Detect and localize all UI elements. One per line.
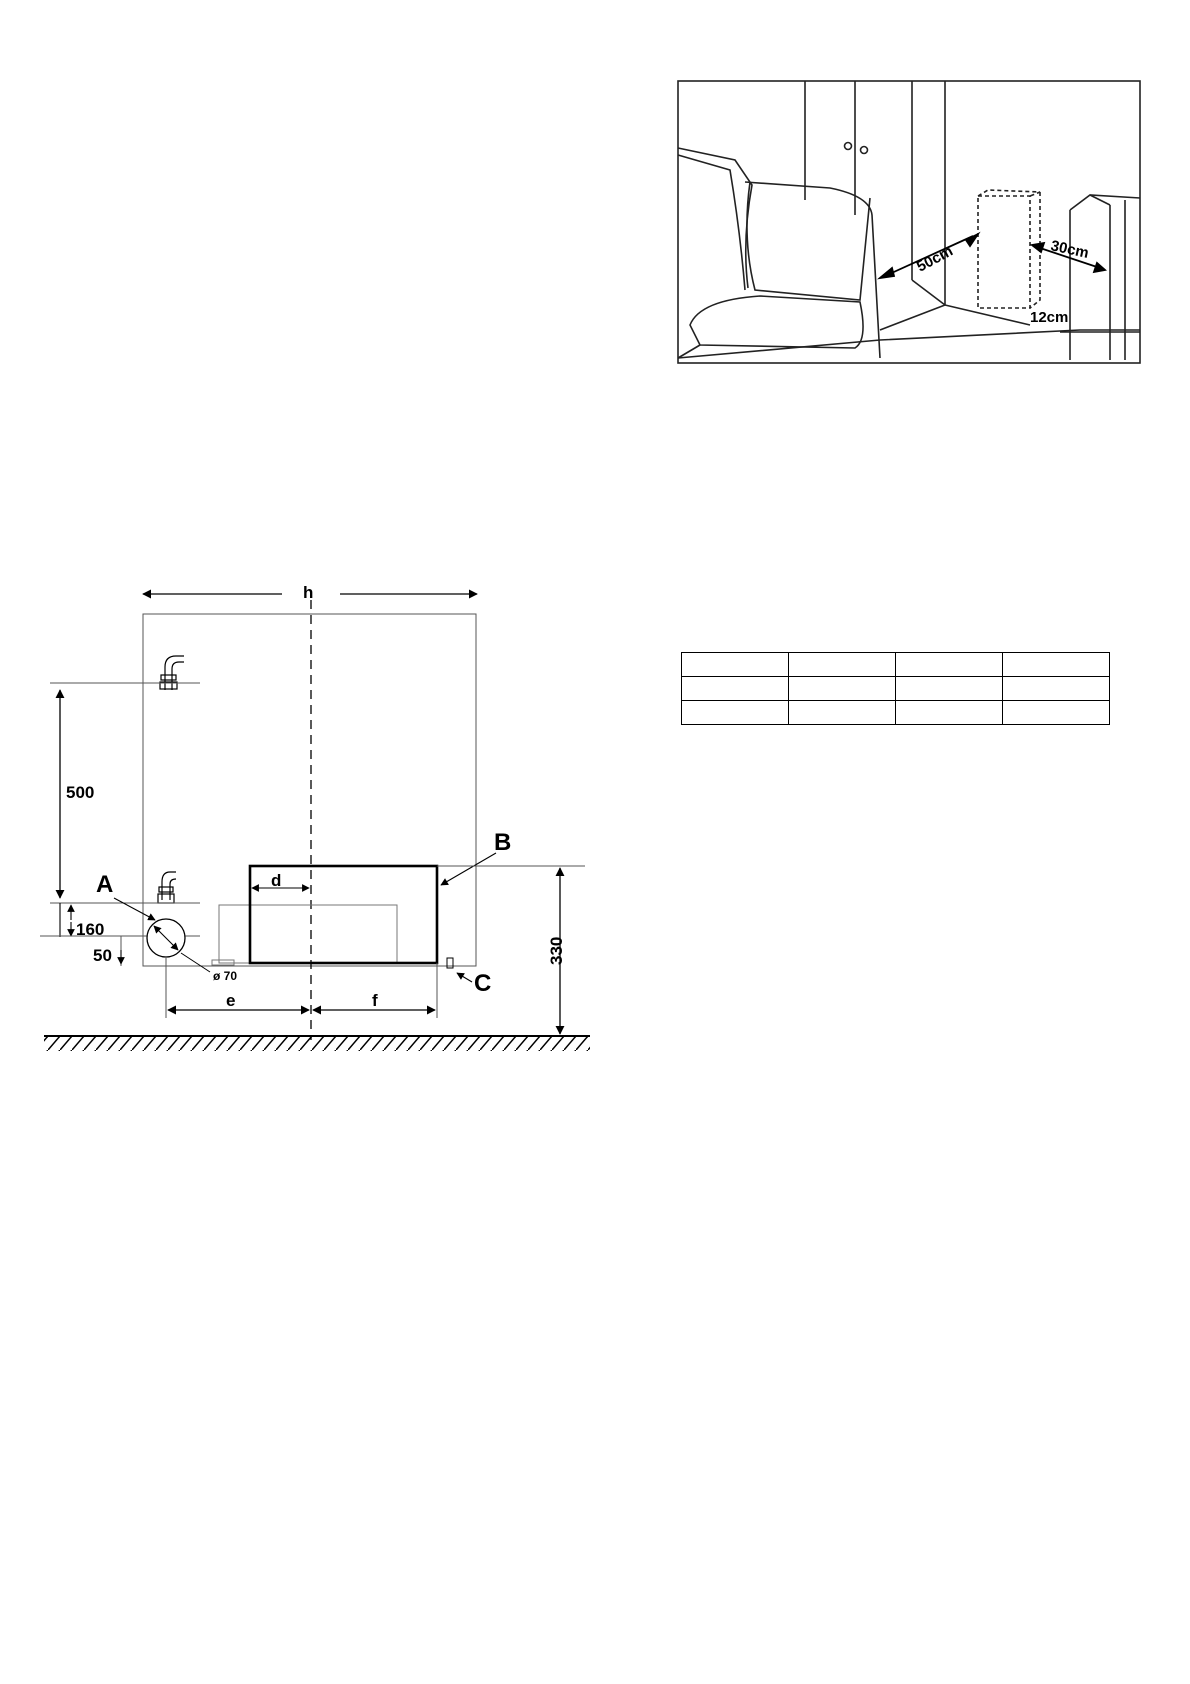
table-cell	[789, 653, 896, 677]
inner-panel	[219, 905, 397, 963]
point-c-label: C	[474, 970, 492, 997]
dimension-drawing	[0, 560, 600, 1080]
table-row	[682, 653, 1110, 677]
clearance-floor-label: 12cm	[1030, 309, 1069, 326]
table-cell	[682, 701, 789, 725]
table-cell	[896, 653, 1003, 677]
point-b-label: B	[494, 829, 512, 856]
floor-hatching	[44, 1037, 590, 1051]
table-cell	[1003, 677, 1110, 701]
dim-500-label: 500	[66, 783, 95, 802]
diameter-label: ø 70	[213, 969, 238, 983]
clearance-furniture-label: 50cm	[913, 242, 956, 276]
room-clearance-illustration	[0, 0, 1190, 400]
width-label: h	[303, 583, 314, 602]
dim-d-label: d	[271, 871, 282, 890]
clearance-wall-label: 30cm	[1049, 237, 1091, 262]
lower-pipe-fitting	[158, 872, 176, 903]
table-row	[682, 677, 1110, 701]
dim-160-label: 160	[76, 920, 105, 939]
table-cell	[1003, 701, 1110, 725]
dim-50-label: 50	[93, 946, 112, 965]
dim-330-label: 330	[547, 936, 566, 965]
table-cell	[896, 701, 1003, 725]
table-cell	[682, 677, 789, 701]
dim-e-label: e	[226, 991, 236, 1010]
table-cell	[789, 701, 896, 725]
upper-pipe-fitting	[160, 656, 184, 690]
table-cell	[682, 653, 789, 677]
table-cell	[1003, 653, 1110, 677]
blank-spec-table	[681, 652, 1110, 725]
point-a-label: A	[96, 871, 114, 898]
unit-body-outline	[143, 614, 476, 966]
table-cell	[789, 677, 896, 701]
table-row	[682, 701, 1110, 725]
table-cell	[896, 677, 1003, 701]
heater-outline	[978, 196, 1030, 308]
dim-f-label: f	[372, 991, 378, 1010]
